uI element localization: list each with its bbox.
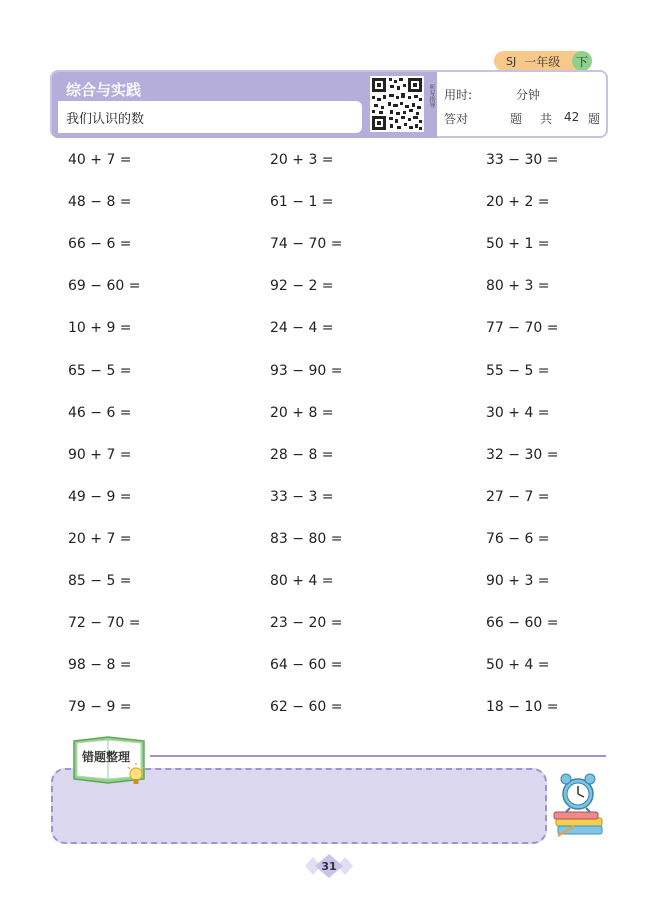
volume-badge: 下: [572, 51, 592, 71]
problem-item: 80 + 4 =: [270, 573, 334, 589]
problem-item: 61 − 1 =: [270, 194, 334, 210]
correct-label: 答对: [444, 112, 469, 126]
alarm-clock-icon: [552, 770, 608, 840]
error-section-title: 错题整理: [82, 750, 131, 764]
problem-item: 50 + 4 =: [486, 657, 550, 673]
problem-item: 92 − 2 =: [270, 278, 334, 294]
problem-item: 32 − 30 =: [486, 447, 559, 463]
time-unit: 分钟: [516, 88, 541, 102]
problem-item: 27 − 7 =: [486, 489, 550, 505]
total-label: 共: [540, 112, 553, 126]
problem-item: 98 − 8 =: [68, 657, 132, 673]
problem-item: 50 + 1 =: [486, 236, 550, 252]
problem-item: 76 − 6 =: [486, 531, 550, 547]
problem-item: 83 − 80 =: [270, 531, 343, 547]
qr-label: 听写指导: [428, 84, 435, 108]
problem-item: 79 − 9 =: [68, 699, 132, 715]
problem-item: 20 + 3 =: [270, 152, 334, 168]
series-code: SJ: [506, 54, 517, 68]
divider-line: [150, 755, 606, 757]
problem-item: 62 − 60 =: [270, 699, 343, 715]
page-number-badge: [301, 853, 357, 879]
problem-item: 20 + 2 =: [486, 194, 550, 210]
problem-item: 85 − 5 =: [68, 573, 132, 589]
problem-item: 69 − 60 =: [68, 278, 141, 294]
grade-label: 一年级: [524, 54, 561, 69]
problem-item: 10 + 9 =: [68, 320, 132, 336]
problem-item: 24 − 4 =: [270, 320, 334, 336]
problem-item: 28 − 8 =: [270, 447, 334, 463]
problem-item: 64 − 60 =: [270, 657, 343, 673]
problem-item: 23 − 20 =: [270, 615, 343, 631]
problem-item: 30 + 4 =: [486, 405, 550, 421]
problem-item: 40 + 7 =: [68, 152, 132, 168]
problem-item: 20 + 7 =: [68, 531, 132, 547]
total-count: 42: [564, 110, 580, 124]
problem-item: 33 − 30 =: [486, 152, 559, 168]
problem-item: 48 − 8 =: [68, 194, 132, 210]
correct-unit: 题: [510, 112, 523, 126]
problem-item: 65 − 5 =: [68, 363, 132, 379]
problem-item: 72 − 70 =: [68, 615, 141, 631]
problem-item: 90 + 3 =: [486, 573, 550, 589]
lesson-title: 我们认识的数: [66, 111, 145, 127]
problem-item: 74 − 70 =: [270, 236, 343, 252]
problem-item: 66 − 6 =: [68, 236, 132, 252]
page-number: 31: [321, 859, 337, 873]
problem-item: 20 + 8 =: [270, 405, 334, 421]
problem-item: 77 − 70 =: [486, 320, 559, 336]
problem-item: 46 − 6 =: [68, 405, 132, 421]
time-label: 用时:: [444, 88, 473, 102]
problem-item: 55 − 5 =: [486, 363, 550, 379]
problem-item: 18 − 10 =: [486, 699, 559, 715]
total-unit: 题: [588, 112, 601, 126]
problem-item: 66 − 60 =: [486, 615, 559, 631]
problem-item: 93 − 90 =: [270, 363, 343, 379]
problem-item: 80 + 3 =: [486, 278, 550, 294]
problem-item: 90 + 7 =: [68, 447, 132, 463]
problem-item: 33 − 3 =: [270, 489, 334, 505]
problem-item: 49 − 9 =: [68, 489, 132, 505]
section-title: 综合与实践: [66, 81, 142, 99]
